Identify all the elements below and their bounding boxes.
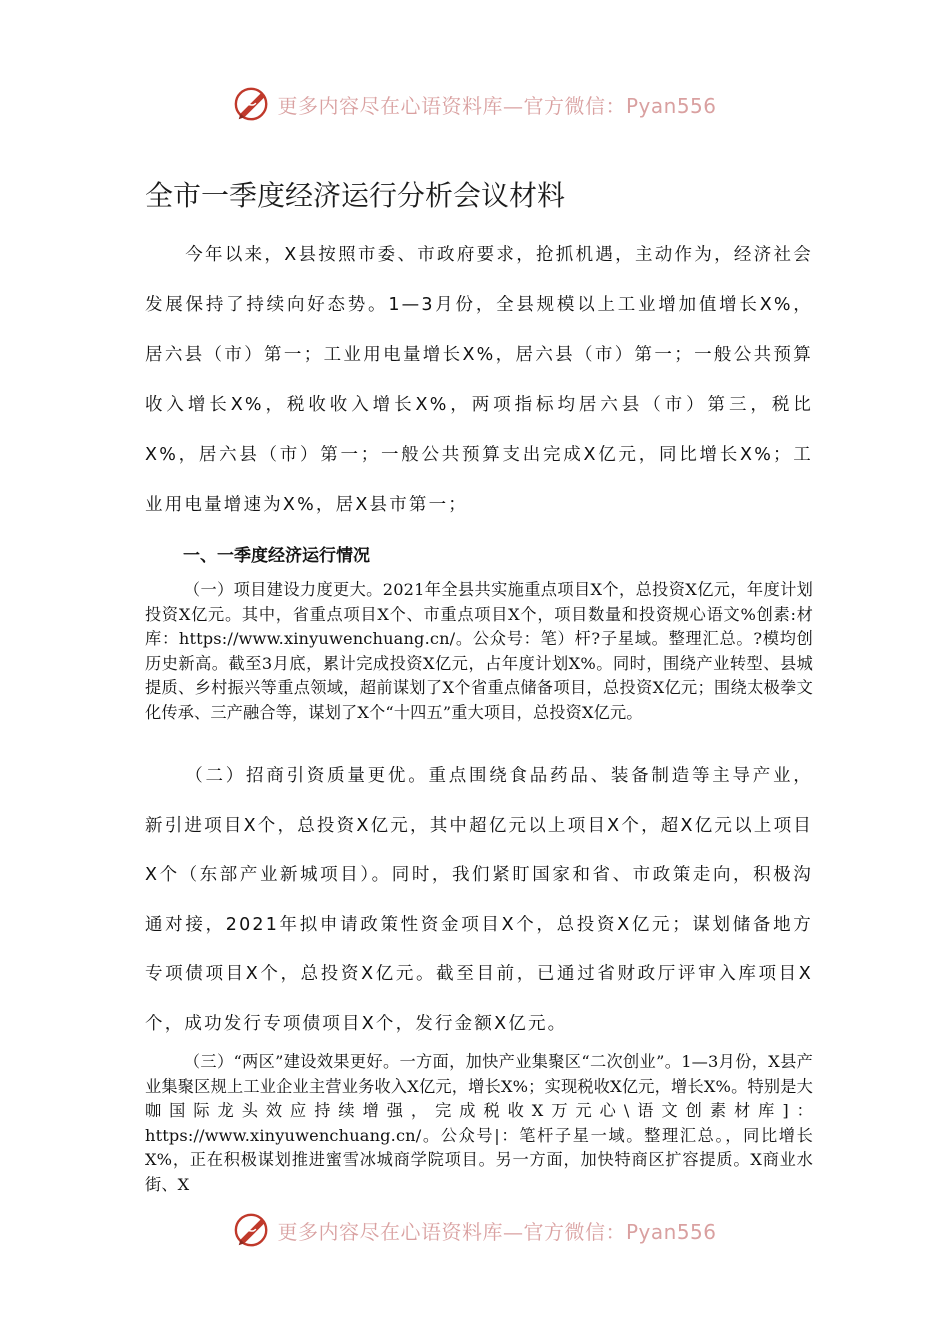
section-heading: 一、一季度经济运行情况 bbox=[183, 546, 370, 566]
document-title: 全市一季度经济运行分析会议材料 bbox=[145, 179, 566, 212]
watermark-banner-top bbox=[0, 82, 950, 126]
item-1-paragraph: （一）项目建设力度更大。2021年全县共实施重点项目X个，总投资X亿元，年度计划投资X亿元。其中，省重点项目X个、市重点项目X个，项目数量和投资规心语文%创素:材库：https://www.xinyuwenchuang.cn/。公众号：笔）杆?子星域。整理汇总。?模均创历史新高。截至3月底，累计完成投资X亿元，占年度计划X%。同时，围绕产业转型、县城提质、乡村振兴等重点领域，超前谋划了X个省重点储备项目，总投资X亿元；围绕太极拳文化传承、三产融合等，谋划了X个“十四五”重大项目，总投资X亿元。 bbox=[145, 580, 813, 722]
watermark-text: 更多内容尽在心语资料库—官方微信：Pyan556 bbox=[277, 93, 717, 118]
pen-logo-icon bbox=[233, 85, 271, 123]
wechat-handle: Pyan556 bbox=[625, 93, 717, 118]
watermark-text: 更多内容尽在心语资料库—官方微信：Pyan556 bbox=[277, 1219, 717, 1244]
watermark-banner-bottom bbox=[0, 1208, 950, 1252]
intro-paragraph: 今年以来，X县按照市委、市政府要求，抢抓机遇，主动作为，经济社会发展保持了持续向好态势。1—3月份，全县规模以上工业增加值增长X%，居六县（市）第一；工业用电量增长X%，居六县（市）第一；一般公共预算收入增长X%，税收收入增长X%，两项指标均居六县（市）第三，税比X%，居六县（市）第一；一般公共预算支出完成X亿元，同比增长X%；工业用电量增速为X%，居X县市第一； bbox=[145, 245, 813, 515]
item-3-paragraph: （三）“两区”建设效果更好。一方面，加快产业集聚区“二次创业”。1—3月份，X县产业集聚区规上工业企业主营业务收入X亿元，增长X%；实现税收X亿元，增长X%。特别是大咖国际龙头效应持续增强，完成税收X万元心\语文创素材库]：https://www.xinyuwenchuang.cn/。公众号|：笔杆子星一域。整理汇总。，同比增长X%，正在积极谋划推进蜜雪冰城商学院项目。另一方面，加快特商区扩容提质。X商业水街、X bbox=[145, 1052, 813, 1194]
pen-logo-icon bbox=[233, 1211, 271, 1249]
wechat-handle: Pyan556 bbox=[625, 1219, 717, 1244]
item-2-paragraph: （二）招商引资质量更优。重点围绕食品药品、装备制造等主导产业，新引进项目X个，总投资X亿元，其中超亿元以上项目X个，超X亿元以上项目X个（东部产业新城项目）。同时，我们紧盯国家和省、市政策走向，积极沟通对接，2021年拟申请政策性资金项目X个，总投资X亿元；谋划储备地方专项债项目X个，总投资X亿元。截至目前，已通过省财政厅评审入库项目X个，成功发行专项债项目X个，发行金额X亿元。 bbox=[145, 766, 813, 1034]
